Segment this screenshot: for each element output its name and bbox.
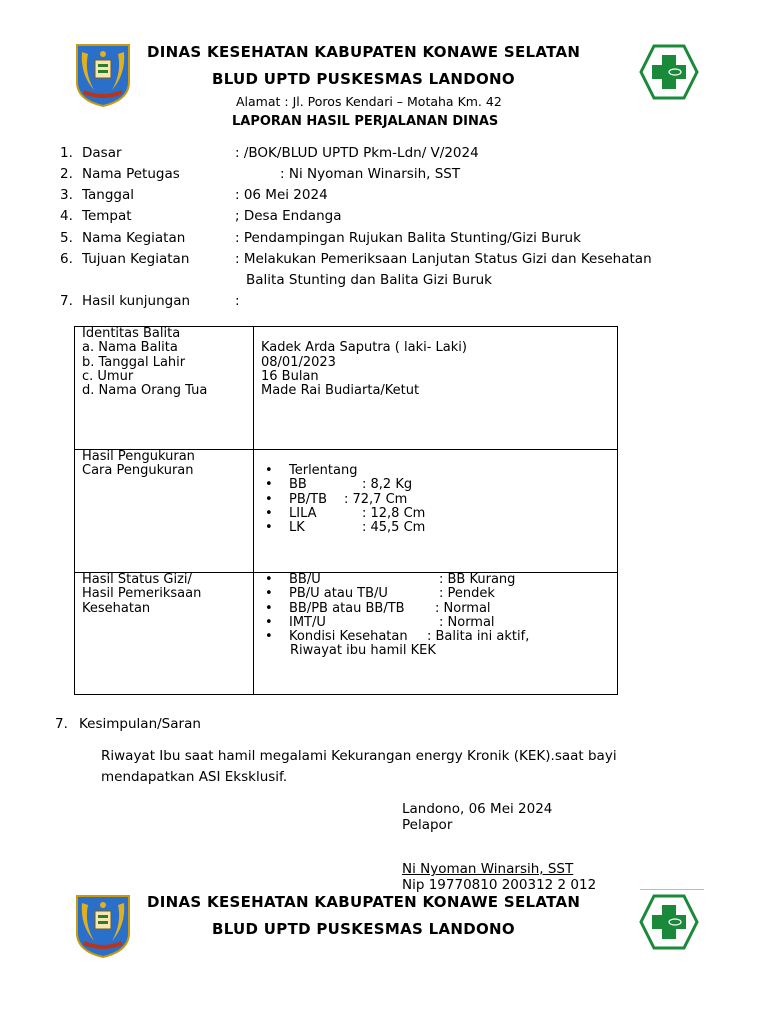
value-tanggal-lahir: 08/01/2023 (261, 354, 336, 370)
field-nama-petugas (0, 166, 768, 184)
field-number: 4. (60, 208, 73, 224)
field-dasar (0, 145, 768, 163)
status-heading: Hasil Status Gizi/ (82, 572, 192, 587)
agency-title: DINAS KESEHATAN KABUPATEN KONAWE SELATAN (147, 893, 581, 911)
field-hasil-kunjungan (0, 293, 768, 311)
identity-values-cell (254, 327, 618, 450)
health-cross-logo (639, 894, 699, 950)
signature-nip: Nip 19770810 200312 2 012 (402, 877, 597, 893)
identity-heading: Identitas Balita (82, 326, 181, 341)
table-row-status (75, 573, 618, 695)
field-label: Nama Kegiatan (82, 230, 186, 246)
conclusion-text-line-1: Riwayat Ibu saat hamil megalami Kekurangan energy Kronik (KEK).saat bayi (101, 748, 617, 764)
value-nama-balita: Kadek Arda Saputra ( laki- Laki) (261, 340, 467, 356)
report-title: LAPORAN HASIL PERJALANAN DINAS (232, 114, 499, 129)
list-item: • IMT/U : Normal (261, 616, 617, 630)
field-label: Hasil kunjungan (82, 293, 191, 309)
field-value: : Melakukan Pemeriksaan Lanjutan Status Gizi dan Kesehatan (235, 251, 652, 267)
field-number: 2. (60, 166, 73, 182)
field-tempat (0, 208, 768, 226)
field-value-continued: Balita Stunting dan Balita Gizi Buruk (246, 272, 492, 288)
status-heading-3: Kesehatan (82, 600, 151, 616)
list-item: • LILA : 12,8 Cm (261, 507, 617, 521)
field-value: : 06 Mei 2024 (235, 187, 328, 203)
conclusion-label: Kesimpulan/Saran (79, 716, 201, 732)
field-nama-kegiatan (0, 230, 768, 248)
label-nama-balita: a. Nama Balita (82, 340, 178, 356)
field-value: : Pendampingan Rujukan Balita Stunting/Gizi Buruk (235, 230, 581, 246)
conclusion-heading (0, 716, 768, 734)
list-item: • LK : 45,5 Cm (261, 521, 617, 535)
table-row-identity (75, 327, 618, 450)
regency-crest-logo (74, 42, 132, 108)
measurement-heading: Hasil Pengukuran (82, 449, 195, 464)
status-extra-note: Riwayat ibu hamil KEK (290, 643, 436, 659)
list-item: • BB/PB atau BB/TB : Normal (261, 602, 617, 616)
address-line: Alamat : Jl. Poros Kendari – Motaha Km. 42 (236, 94, 502, 109)
status-values-cell (254, 573, 618, 695)
label-tanggal-lahir: b. Tanggal Lahir (82, 354, 186, 370)
field-value: : Ni Nyoman Winarsih, SST (280, 166, 461, 182)
puskesmas-title: BLUD UPTD PUSKESMAS LANDONO (212, 70, 515, 88)
field-number: 7. (60, 293, 73, 309)
label-nama-orang-tua: d. Nama Orang Tua (82, 383, 208, 399)
identity-labels-cell (75, 327, 254, 450)
signature-name: Ni Nyoman Winarsih, SST (402, 861, 574, 877)
value-umur: 16 Bulan (261, 368, 319, 384)
field-number: 6. (60, 251, 73, 267)
status-labels-cell (75, 573, 254, 695)
agency-title: DINAS KESEHATAN KABUPATEN KONAWE SELATAN (147, 43, 581, 61)
conclusion-text-line-2: mendapatkan ASI Eksklusif. (101, 769, 288, 785)
signature-role: Pelapor (402, 817, 453, 833)
list-item: • BB : 8,2 Kg (261, 478, 617, 492)
field-value: ; Desa Endanga (235, 208, 342, 224)
field-label: Tempat (82, 208, 132, 224)
table-row-measurement (75, 450, 618, 573)
signature-place-date: Landono, 06 Mei 2024 (402, 801, 553, 817)
field-value: : (235, 293, 240, 309)
field-label: Tanggal (82, 187, 135, 203)
field-number: 1. (60, 145, 73, 161)
measurement-method-label: Cara Pengukuran (82, 463, 194, 479)
measurement-values-cell (254, 450, 618, 573)
measurement-labels-cell (75, 450, 254, 573)
status-heading-2: Hasil Pemeriksaan (82, 586, 202, 602)
field-number: 5. (60, 230, 73, 246)
label-umur: c. Umur (82, 368, 134, 384)
regency-crest-logo (74, 893, 132, 959)
puskesmas-title: BLUD UPTD PUSKESMAS LANDONO (212, 920, 515, 938)
field-label: Dasar (82, 145, 122, 161)
field-value: : /BOK/BLUD UPTD Pkm-Ldn/ V/2024 (235, 145, 479, 161)
results-table (74, 326, 618, 695)
field-tanggal (0, 187, 768, 205)
list-item: • Terlentang (261, 464, 617, 478)
health-cross-logo (639, 44, 699, 100)
field-label: Tujuan Kegiatan (82, 251, 190, 267)
field-number: 3. (60, 187, 73, 203)
list-item: • Kondisi Kesehatan : Balita ini aktif, (261, 630, 617, 644)
list-item: • BB/U : BB Kurang (261, 573, 617, 587)
header-divider (640, 889, 704, 890)
list-item: • PB/U atau TB/U : Pendek (261, 587, 617, 601)
field-tujuan-kegiatan (0, 251, 768, 291)
conclusion-number: 7. (55, 716, 68, 732)
field-label: Nama Petugas (82, 166, 180, 182)
value-nama-orang-tua: Made Rai Budiarta/Ketut (261, 383, 420, 399)
list-item: • PB/TB : 72,7 Cm (261, 493, 617, 507)
